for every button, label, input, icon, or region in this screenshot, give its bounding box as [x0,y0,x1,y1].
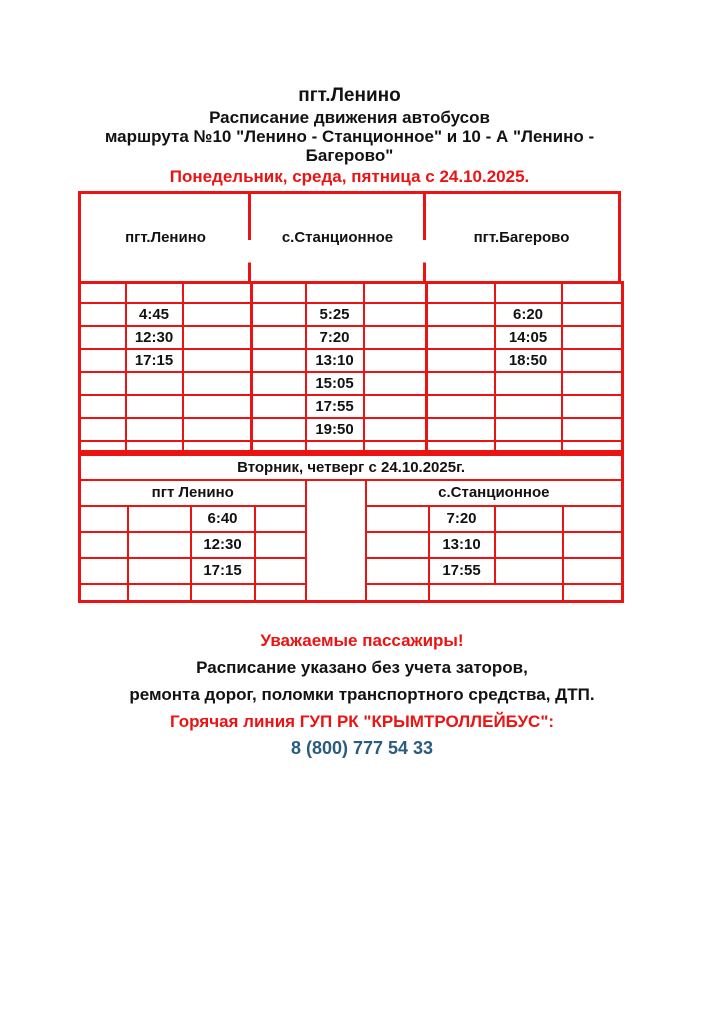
weekday-table [78,281,624,453]
table-row [80,326,623,349]
route-description: маршрута №10 "Ленино - Станционное" и 10 - А "Ленино - Багерово" [104,127,595,165]
table-row [80,441,623,452]
table-row [80,283,623,303]
tue-thu-days-label: Вторник, четверг с 24.10.2025г. [80,455,623,480]
footer [0,627,724,762]
hotline-label: Горячая линия ГУП РК "КРЫМТРОЛЛЕЙБУС": [169,712,555,731]
time-cell: 12:30 [191,532,255,558]
tue-thu-col-header-lenino: пгт Ленино [80,480,306,506]
time-cell: 7:20 [429,506,495,532]
table-gap-cell [306,480,366,602]
tue-thu-col-header-stantsionnoe: с.Станционное [366,480,623,506]
time-cell: 17:15 [126,349,183,372]
disclaimer-line-2: ремонта дорог, поломки транспортного средства, ДТП. [129,685,595,704]
table-row [80,418,623,441]
time-cell [126,418,183,441]
weekday-days-label: Понедельник, среда, пятница с 24.10.2025. [169,167,530,186]
table-row [80,395,623,418]
table-row [80,480,623,506]
time-cell [495,395,562,418]
time-cell: 13:10 [306,349,364,372]
tue-thu-table [78,453,624,603]
time-cell [126,372,183,395]
time-cell: 13:10 [429,532,495,558]
time-cell: 14:05 [495,326,562,349]
time-cell: 17:15 [191,558,255,584]
weekday-col-header-stantsionnoe: с.Станционное [281,229,394,246]
table-row [80,349,623,372]
time-cell: 17:55 [306,395,364,418]
passengers-greeting: Уважаемые пассажиры! [260,631,464,650]
time-cell: 19:50 [306,418,364,441]
page-subtitle: Расписание движения автобусов [209,108,490,127]
table-row [80,303,623,326]
weekday-table-header [78,191,621,281]
header-divider [248,194,251,281]
time-cell: 6:20 [495,303,562,326]
page-header [78,84,621,187]
weekday-col-header-lenino: пгт.Ленино [125,229,206,246]
time-cell: 17:55 [429,558,495,584]
header-divider [423,194,426,281]
time-cell: 5:25 [306,303,364,326]
time-cell: 6:40 [191,506,255,532]
table-row [80,455,623,480]
table-row [80,372,623,395]
time-cell: 4:45 [126,303,183,326]
time-cell [126,395,183,418]
weekday-col-header-bagerovo: пгт.Багерово [473,229,570,246]
page-title: пгт.Ленино [298,85,401,106]
time-cell: 18:50 [495,349,562,372]
hotline-phone-number: 8 (800) 777 54 33 [290,738,434,758]
time-cell: 7:20 [306,326,364,349]
time-cell [495,418,562,441]
time-cell [495,372,562,395]
time-cell: 12:30 [126,326,183,349]
disclaimer-line-1: Расписание указано без учета заторов, [196,658,528,677]
time-cell: 15:05 [306,372,364,395]
